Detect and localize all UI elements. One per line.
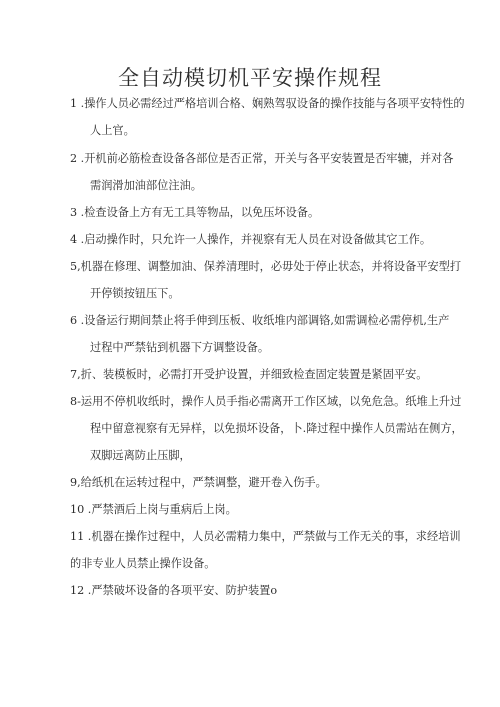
rule-1-line-1: 1 .操作人员必需经过严格培训合格、娴熟驾驭设备的操作技能与各项平安特性的 [70,97,465,110]
rule-10-line-1: 10 .严禁酒后上岗与重病后上岗。 [70,503,237,516]
rule-2-line-1: 2 .开机前必筋检查设备各部位是否正常，开关与各平安装置是否牢辘，并对各 [70,152,454,165]
rule-9-line-1: 9,给纸机在运转过程中，严禁调整，避开卷入伤手。 [70,476,327,489]
rule-4-line-1: 4 .启动操作时，只允许一人操作，并视察有无人员在对设备做其它工作。 [70,233,432,246]
rule-11-line-2: 的非专业人员禁止操作设备。 [70,557,216,570]
rule-5-line-1: 5,机器在修理、调整加油、保养清理时，必毋处于停止状态，并将设备平安型打 [70,260,462,273]
rule-11-line-1: 11 .机器在操作过程中，人员必需精力集中，严禁做与工作无关的事，求经培训 [70,530,461,543]
rule-3-line-1: 3 .检查设备上方有无工具等物品，以免压坏设备。 [70,206,320,219]
rule-8-line-1: 8-运用不停机收纸时，操作人员手指必需离开工作区域，以免危急。纸堆上升过 [70,395,462,408]
rule-12-line-1: 12 .严禁破坏设备的各项平安、防护装置o [70,584,278,597]
rule-6-line-1: 6 .设备运行期间禁止将手伸到压板、收纸堆内部调铬,如需调检必需停机,生产 [70,314,450,327]
rule-1-line-2: 人上官。 [90,124,135,137]
rule-8-line-3: 双脚远离防止压脚， [90,449,191,462]
rule-7-line-1: 7,折、装模板时，必需打开受护设置，并细致检查固定装置是紧固平安。 [70,368,428,381]
rule-8-line-2: 程中留意视察有无异样，以免损坏设备，卜.降过程中操作人员需站在侧方， [90,422,463,435]
document-title: 全自动模切机平安操作规程 [118,66,382,90]
rule-2-line-2: 需润滑加油部位注油。 [90,179,202,192]
rule-5-line-2: 开停锁按钮压下。 [90,287,180,300]
rule-6-line-2: 过程中严禁钻到机器下方调整设备。 [90,341,270,354]
